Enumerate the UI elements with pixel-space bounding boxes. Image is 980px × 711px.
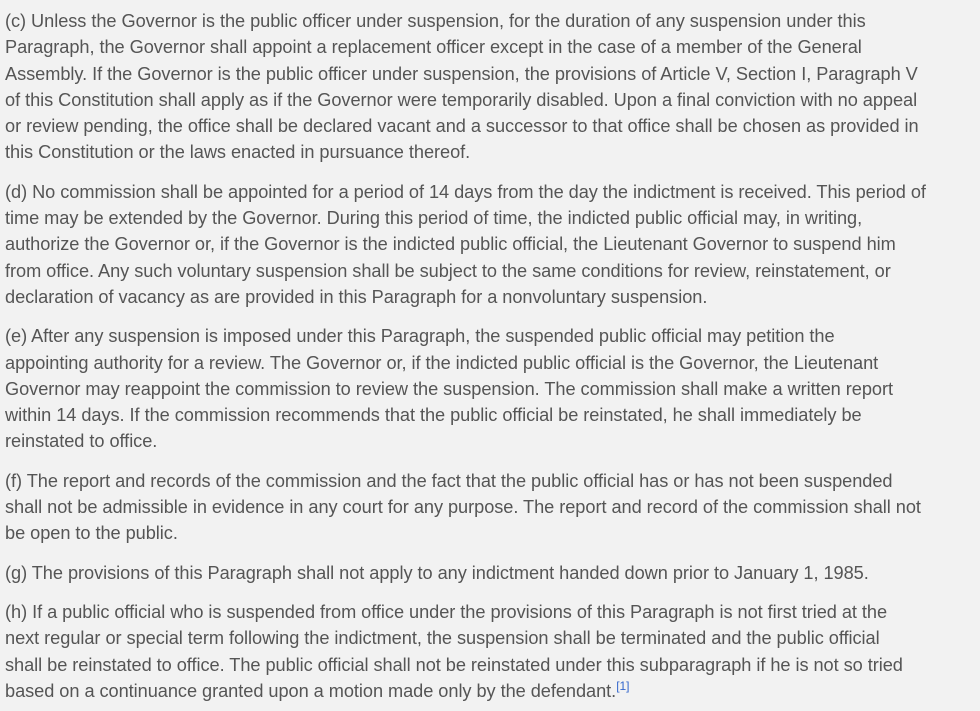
- paragraph-line: Governor may reappoint the commission to review the suspension. The commission shall make a written report: [5, 378, 893, 399]
- paragraph-line: (e) After any suspension is imposed under this Paragraph, the suspended public official may petition the: [5, 326, 835, 347]
- paragraph-line: shall not be admissible in evidence in any court for any purpose. The report and record of the commission shall not: [5, 497, 921, 518]
- paragraph-c: [5, 8, 980, 166]
- paragraph-line: Assembly. If the Governor is the public officer under suspension, the provisions of Article V, Section I, Paragraph V: [5, 63, 918, 84]
- paragraph-line: this Constitution or the laws enacted in pursuance thereof.: [5, 142, 471, 163]
- paragraph-line: (g) The provisions of this Paragraph shall not apply to any indictment handed down prior to January 1, 1985.: [5, 562, 869, 583]
- paragraph-line: (d) No commission shall be appointed for a period of 14 days from the day the indictment is received. This period of: [5, 181, 926, 202]
- paragraph-line: be open to the public.: [5, 523, 178, 544]
- paragraph-line: appointing authority for a review. The Governor or, if the indicted public official is the Governor, the Lieutenant: [5, 352, 879, 373]
- paragraph-line: declaration of vacancy as are provided in this Paragraph for a nonvoluntary suspension.: [5, 286, 708, 307]
- paragraph-f: [5, 468, 980, 547]
- paragraph-line: or review pending, the office shall be declared vacant and a successor to that office shall be chosen as provided in: [5, 116, 919, 137]
- paragraph-line: next regular or special term following the indictment, the suspension shall be terminated and the public official: [5, 628, 880, 649]
- paragraph-line: time may be extended by the Governor. During this period of time, the indicted public official may, in writing,: [5, 208, 863, 229]
- paragraph-line: (h) If a public official who is suspended from office under the provisions of this Paragraph is not first tried at the: [5, 601, 888, 622]
- paragraph-line: within 14 days. If the commission recommends that the public official be reinstated, he shall immediately be: [5, 405, 862, 426]
- paragraph-g: [5, 560, 980, 586]
- paragraph-line: of this Constitution shall apply as if the Governor were temporarily disabled. Upon a final conviction with no appeal: [5, 89, 918, 110]
- paragraph-line: reinstated to office.: [5, 431, 158, 452]
- paragraph-line-with-footnote: [5, 678, 980, 704]
- footnote-link[interactable]: [1]: [616, 678, 630, 693]
- paragraph-d: [5, 179, 980, 310]
- paragraph-line: based on a continuance granted upon a motion made only by the defendant.: [5, 680, 617, 701]
- paragraph-h: [5, 599, 980, 704]
- paragraph-line: (c) Unless the Governor is the public officer under suspension, for the duration of any suspension under this: [5, 11, 866, 31]
- paragraph-line: shall be reinstated to office. The public official shall not be reinstated under this subparagraph if he is not so tried: [5, 654, 903, 675]
- paragraph-line: (f) The report and records of the commission and the fact that the public official has or has not been suspended: [5, 470, 893, 491]
- paragraph-e: [5, 323, 980, 454]
- paragraph-line: Paragraph, the Governor shall appoint a replacement officer except in the case of a member of the General: [5, 37, 862, 58]
- paragraph-line: authorize the Governor or, if the Governor is the indicted public official, the Lieutenant Governor to suspend him: [5, 234, 896, 255]
- paragraph-line: from office. Any such voluntary suspension shall be subject to the same conditions for review, reinstatement, or: [5, 260, 891, 281]
